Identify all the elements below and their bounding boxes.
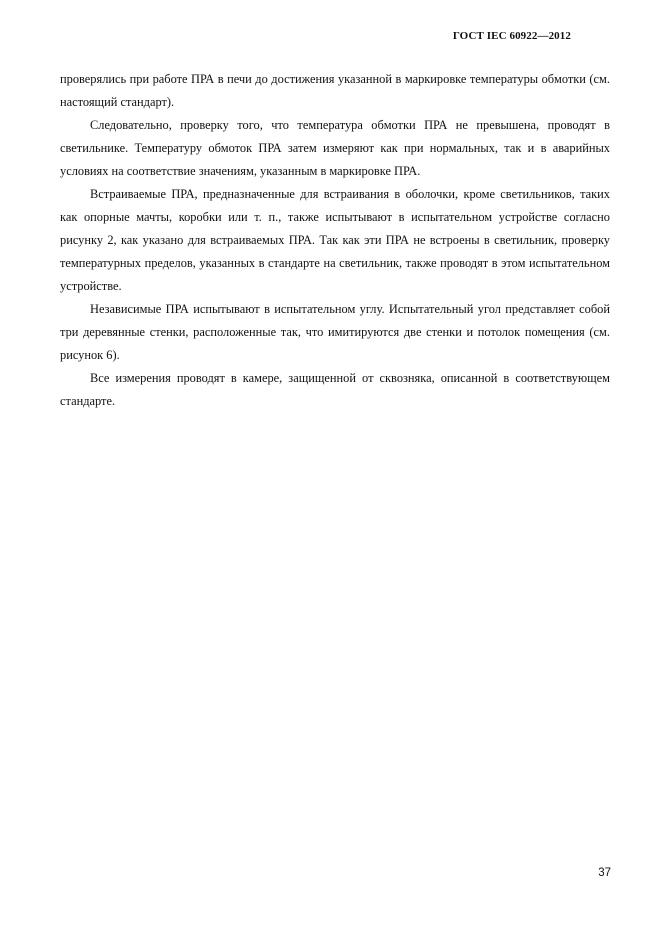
paragraph-1: проверялись при работе ПРА в печи до достижения указанной в маркировке температуры обмотки (см. настоящий стандарт). [60,72,610,109]
page-number: 37 [598,867,611,879]
paragraph-2: Следовательно, проверку того, что температура обмотки ПРА не превышена, проводят в светильнике. Температуру обмоток ПРА затем измеряют как при нормальных, так и в аварийных условиях на соответствие значениям, указанным в маркировке ПРА. [60,118,610,178]
paragraph-3: Встраиваемые ПРА, предназначенные для встраивания в оболочки, кроме светильников, таких как опорные мачты, коробки или т. п., также испытывают в испытательном устройстве согласно рисунку 2, как указано для встраиваемых ПРА. Так как эти ПРА не встроены в светильник, проверку температурных пределов, указанных в стандарте на светильник, также проводят в этом испытательном устройстве. [60,187,610,293]
main-text [60,68,610,413]
paragraph-5: Все измерения проводят в камере, защищенной от сквозняка, описанной в соответствующем стандарте. [60,371,610,408]
paragraph-4: Независимые ПРА испытывают в испытательном углу. Испытательный угол представляет собой три деревянные стенки, расположенные так, что имитируются две стенки и потолок помещения (см. рисунок 6). [60,302,610,362]
document-header: ГОСТ IEC 60922—2012 [452,30,571,42]
